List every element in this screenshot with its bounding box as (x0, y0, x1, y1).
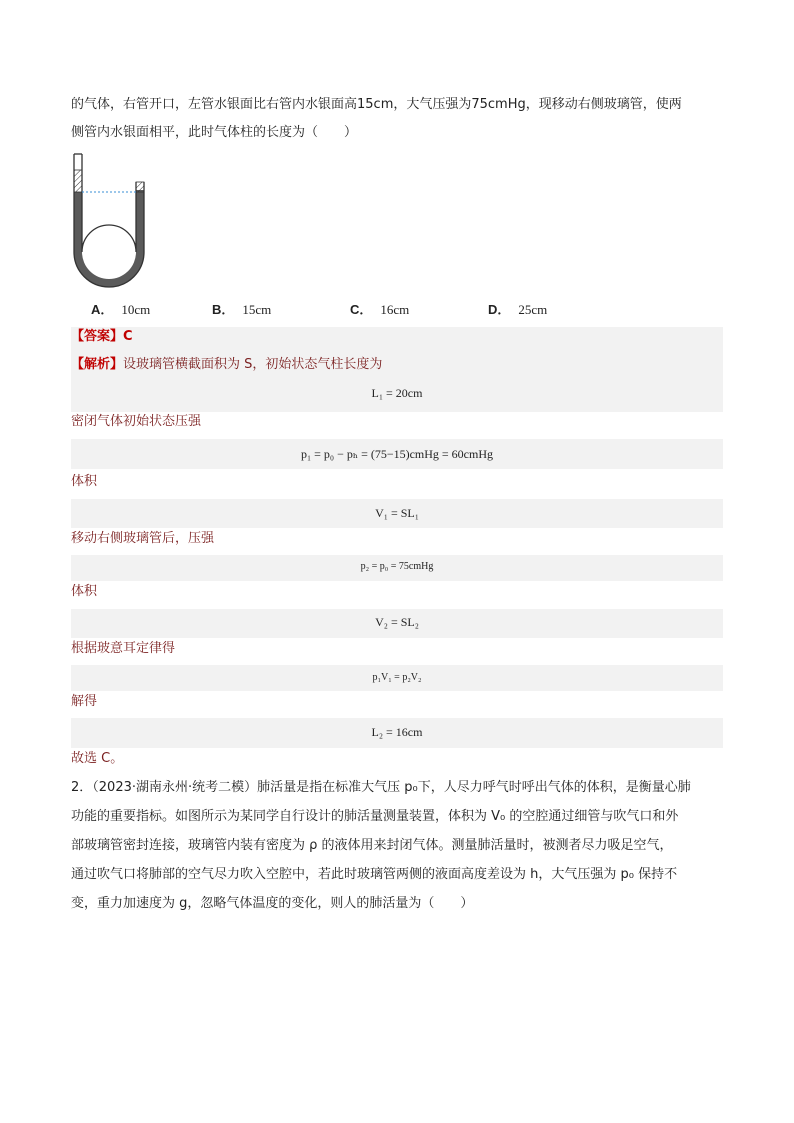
equation-6: p₁V₁ = p₂V₂ (372, 672, 422, 683)
q1-stem-line2: 侧管内水银面相平，此时气体柱的长度为（ ） (71, 125, 358, 140)
option-c-text: 16cm (380, 302, 410, 317)
answer-tag: 【答案】 (71, 329, 124, 344)
equation-7: L₂ = 16cm (371, 725, 423, 739)
option-b[interactable] (212, 301, 271, 319)
analysis-intro-line (71, 355, 723, 375)
u-tube-diagram (70, 152, 150, 292)
option-a-text: 10cm (121, 302, 151, 317)
analysis-label-4: 移动右侧玻璃管后，压强 (71, 531, 215, 546)
equation-1: L₁ = 20cm (371, 386, 423, 400)
option-c[interactable] (350, 301, 409, 319)
answer-value: C (123, 329, 133, 344)
mercury-column (74, 190, 144, 287)
option-a-letter: A． (91, 302, 114, 317)
option-a[interactable] (91, 301, 150, 319)
tube-inner-wall (82, 154, 136, 252)
q2-line4: 通过吹气口将肺部的空气尽力吹入空腔中，若此时玻璃管两侧的液面高度差设为 h，大气压强为 p₀ 保持不 (71, 867, 678, 882)
option-b-text: 15cm (242, 302, 272, 317)
option-c-letter: C． (350, 302, 373, 317)
equation-2: p₁ = p₀ − pₕ = (75−15)cmHg = 60cmHg (300, 447, 494, 461)
q2-line1: 2．（2023·湖南永州·统考二模）肺活量是指在标准大气压 p₀下，人尽力呼气时呼出气体的体积，是衡量心肺 (71, 780, 691, 795)
analysis-label-2: 密闭气体初始状态压强 (71, 414, 202, 429)
analysis-intro: 设玻璃管横截面积为 S，初始状态气柱长度为 (123, 357, 383, 372)
option-d-text: 25cm (518, 302, 548, 317)
equation-5: V₂ = SL₂ (375, 615, 419, 629)
q2-line5: 变，重力加速度为 g，忽略气体温度的变化，则人的肺活量为（ ） (71, 896, 474, 911)
analysis-tag: 【解析】 (71, 357, 124, 372)
right-hatched-section (136, 182, 144, 192)
analysis-label-6: 根据玻意耳定律得 (71, 641, 176, 656)
analysis-label-7: 解得 (71, 694, 98, 709)
option-d-letter: D． (488, 302, 511, 317)
analysis-label-5: 体积 (71, 584, 98, 599)
left-hatched-section (74, 170, 82, 192)
answer-line (71, 327, 723, 347)
option-b-letter: B． (212, 302, 235, 317)
q2-line3: 部玻璃管密封连接，玻璃管内装有密度为 ρ 的液体用来封闭气体。测量肺活量时，被测者尽力吸足空气， (71, 838, 673, 853)
option-d[interactable] (488, 301, 547, 319)
q1-stem-line1: 的气体，右管开口，左管水银面比右管内水银面高15cm，大气压强为75cmHg，现移动右侧玻璃管，使两 (71, 97, 682, 112)
q2-line2: 功能的重要指标。如图所示为某同学自行设计的肺活量测量装置，体积为 V₀ 的空腔通过细管与吹气口和外 (71, 809, 679, 824)
equation-4: p₂ = p₀ = 75cmHg (360, 561, 434, 572)
analysis-label-3: 体积 (71, 474, 98, 489)
analysis-conclusion: 故选 C。 (71, 751, 124, 766)
equation-3: V₁ = SL₁ (375, 506, 419, 520)
